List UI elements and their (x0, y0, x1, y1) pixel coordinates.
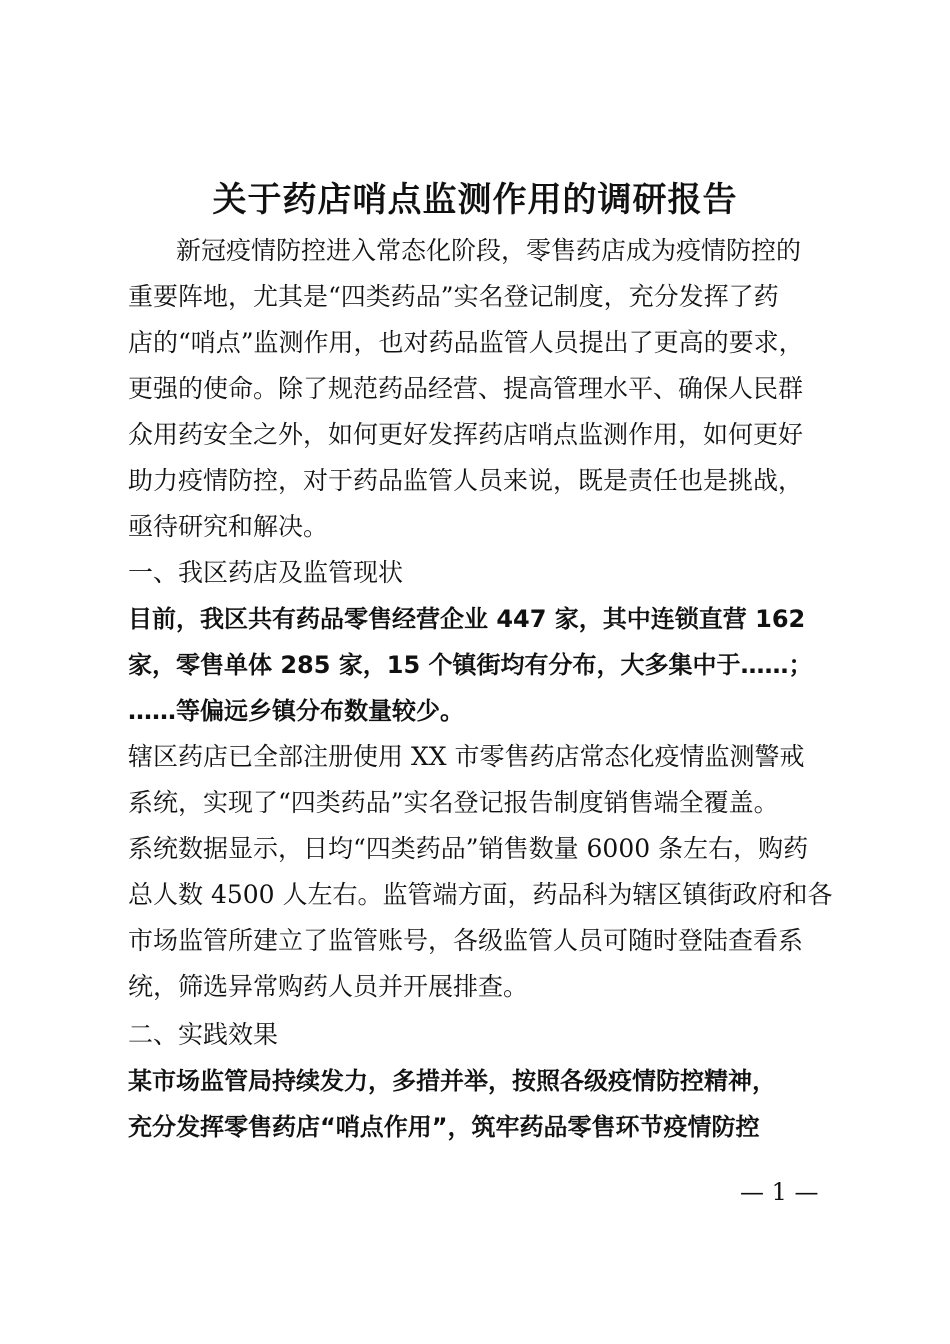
section-2-heading: 二、实践效果 (128, 1020, 279, 1049)
intro-line-2: 重要阵地，尤其是“四类药品”实名登记制度，充分发挥了药 (128, 282, 779, 311)
document-title: 关于药店哨点监测作用的调研报告 (212, 180, 738, 220)
section-2-bold-line-1: 某市场监管局持续发力，多措并举，按照各级疫情防控精神， (128, 1067, 776, 1095)
section-1-body-line-6: 统，筛选异常购药人员并开展排查。 (128, 972, 529, 1001)
section-1-body-line-2: 系统，实现了“四类药品”实名登记报告制度销售端全覆盖。 (128, 788, 779, 817)
section-1-body-line-3: 系统数据显示，日均“四类药品”销售数量 6000 条左右，购药 (128, 834, 809, 863)
section-1-bold-line-1: 目前，我区共有药品零售经营企业 447 家，其中连锁直营 162 (128, 605, 806, 633)
intro-line-1: 新冠疫情防控进入常态化阶段，零售药店成为疫情防控的 (176, 236, 802, 265)
intro-line-7: 亟待研究和解决。 (128, 512, 329, 541)
section-1-body-line-4: 总人数 4500 人左右。监管端方面，药品科为辖区镇街政府和各 (128, 880, 833, 909)
section-2-bold-line-2: 充分发挥零售药店“哨点作用”，筑牢药品零售环节疫情防控 (128, 1113, 760, 1141)
section-1-body-line-1: 辖区药店已全部注册使用 XX 市零售药店常态化疫情监测警戒 (128, 742, 805, 771)
intro-line-5: 众用药安全之外，如何更好发挥药店哨点监测作用，如何更好 (128, 420, 804, 449)
section-1-heading: 一、我区药店及监管现状 (128, 558, 404, 587)
page-number: — 1 — (740, 1178, 819, 1206)
section-1-body-line-5: 市场监管所建立了监管账号，各级监管人员可随时登陆查看系 (128, 926, 804, 955)
intro-line-3: 店的“哨点”监测作用，也对药品监管人员提出了更高的要求， (128, 328, 804, 357)
intro-line-6: 助力疫情防控，对于药品监管人员来说，既是责任也是挑战， (128, 466, 804, 495)
intro-line-4: 更强的使命。除了规范药品经营、提高管理水平、确保人民群 (128, 374, 804, 403)
section-1-bold-line-3: ……等偏远乡镇分布数量较少。 (128, 697, 464, 725)
section-1-bold-line-2: 家，零售单体 285 家，15 个镇街均有分布，大多集中于……； (128, 651, 813, 679)
